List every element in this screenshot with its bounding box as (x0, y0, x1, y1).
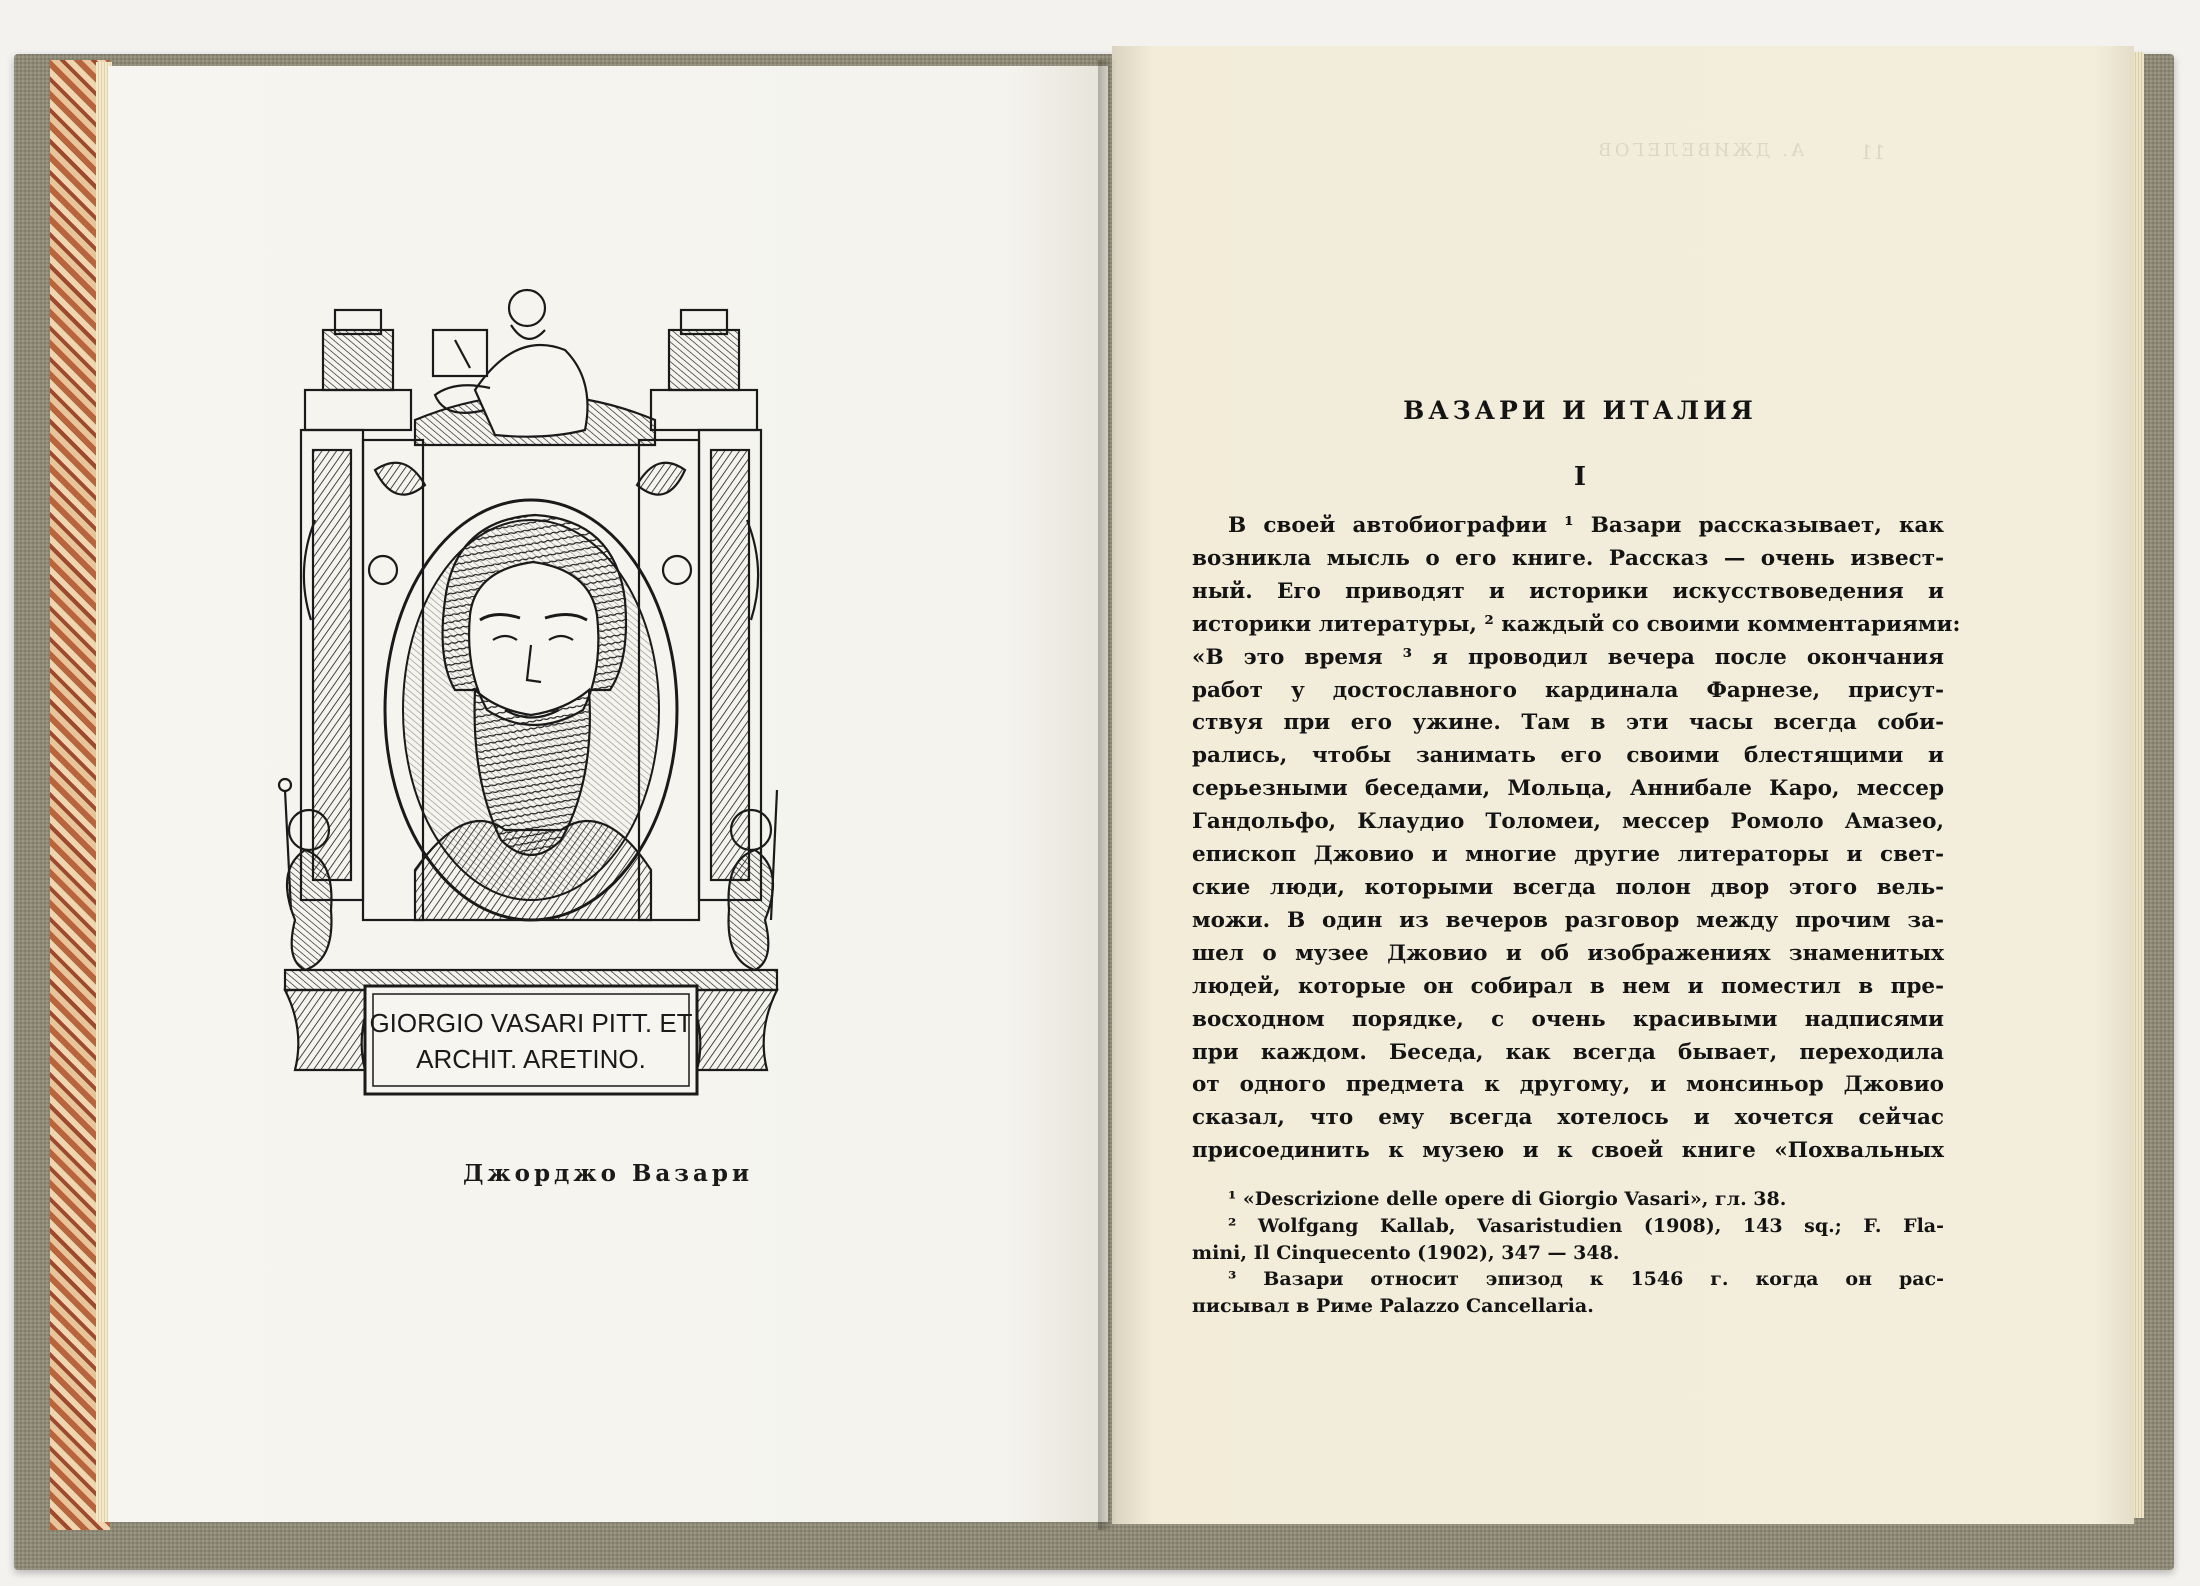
footnote-1: ¹ «Descrizione delle opere di Giorgio Vasari», гл. 38. (1228, 1188, 1787, 1210)
body-line: присоединить к музею и к своей книге «Похвальных (1192, 1138, 1944, 1164)
body-line: ный. Его приводят и историки искусствоведения и (1192, 578, 1944, 604)
portrait-inscription-line2: ARCHIT. ARETINO. (416, 1044, 646, 1074)
portrait-caption: Джорджо Вазари (462, 1160, 754, 1187)
body-line: возникла мысль о его книге. Рассказ — очень извест- (1192, 545, 1944, 571)
body-line: В своей автобиографии ¹ Вазари рассказывает, как (1228, 513, 1944, 538)
footnote-3-continued: писывал в Риме Palazzo Cancellaria. (1192, 1295, 1594, 1318)
body-text (1192, 510, 1961, 1168)
body-line: ствуя при его ужине. Там в эти часы всегда соби- (1192, 710, 1944, 736)
body-line: рались, чтобы занимать его своими блестящими и (1192, 743, 1944, 769)
body-line: «В это время ³ я проводил вечера после окончания (1192, 644, 1944, 670)
footnote-3: ³ Вазари относит эпизод к 1546 г. когда он рас- (1228, 1268, 1944, 1291)
body-line: историки литературы, ² каждый со своими комментариями: (1192, 611, 1961, 637)
body-line: ские люди, которыми всегда полон двор этого вель- (1192, 874, 1944, 900)
body-line: можи. В один из вечеров разговор между прочим за- (1192, 907, 1944, 933)
body-line: шел о музее Джовио и об изображениях знаменитых (1192, 940, 1944, 966)
portrait-inscription-line1: GIORGIO VASARI PITT. ET (369, 1008, 693, 1038)
footnote-2: ² Wolfgang Kallab, Vasaristudien (1908), 143 sq.; F. Fla- (1228, 1214, 1944, 1237)
body-line: восходном порядке, с очень красивыми надписями (1192, 1006, 1944, 1032)
body-line: сказал, что ему всегда хотелось и хочется сейчас (1192, 1105, 1944, 1131)
body-line: епископ Джовио и многие другие литераторы и свет- (1192, 842, 1944, 868)
show-through-running-head: А. ДЖИВЕЛЕГОВ (1595, 140, 1805, 161)
section-number: I (1573, 462, 1587, 492)
body-line: серьезными беседами, Мольца, Аннибале Каро, мессер (1192, 776, 1944, 802)
body-line: при каждом. Беседа, как всегда бывает, переходила (1192, 1039, 1944, 1065)
body-line: от одного предмета к другому, и монсиньор Джовио (1192, 1072, 1944, 1098)
body-line: Гандольфо, Клаудио Толомеи, мессер Ромоло Амазео, (1192, 809, 1944, 835)
vasari-portrait-engraving (265, 270, 797, 1100)
body-line: работ у достославного кардинала Фарнезе, присут- (1192, 677, 1944, 703)
footnote-2-continued: mini, Il Cinquecento (1902), 347 — 348. (1192, 1241, 1620, 1264)
body-line: людей, которые он собирал в нем и поместил в пре- (1192, 973, 1944, 999)
footnotes (1192, 1186, 1944, 1320)
show-through-page-number: 11 (1860, 140, 1886, 164)
book-gutter (1098, 60, 1118, 1530)
chapter-title: ВАЗАРИ И ИТАЛИЯ (1403, 396, 1757, 425)
